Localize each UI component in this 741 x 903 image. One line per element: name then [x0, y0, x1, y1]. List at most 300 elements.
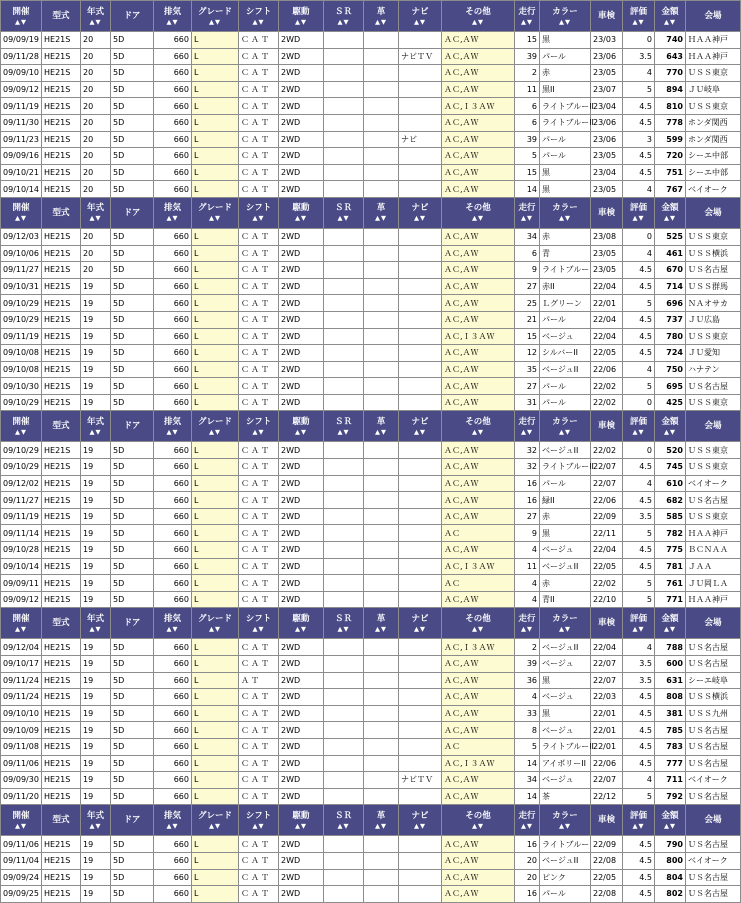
cell-date: 09/10/08 [1, 361, 42, 378]
header-grade[interactable] [192, 608, 239, 639]
cell-color: ベージュII [540, 852, 591, 869]
sort-arrows-icon[interactable]: ▲▼ [664, 821, 676, 830]
cell-venue: ＵＳＳ東京 [686, 508, 741, 525]
cell-shift: ＣＡＴ [239, 738, 279, 755]
header-navi[interactable] [399, 411, 442, 442]
cell-cc: 660 [154, 639, 192, 656]
header-color-label: カラー [552, 203, 578, 214]
sort-arrows-icon[interactable]: ▲▼ [521, 214, 533, 223]
sort-arrows-icon[interactable]: ▲▼ [375, 17, 387, 26]
cell-drive: 2WD [279, 459, 324, 476]
cell-color: 黒 [540, 672, 591, 689]
cell-door: 5D [111, 772, 154, 789]
sort-arrows-icon[interactable]: ▲▼ [664, 624, 676, 633]
header-price[interactable] [655, 608, 686, 639]
cell-color: ベージュ [540, 542, 591, 559]
header-score[interactable] [623, 1, 655, 32]
header-km[interactable] [515, 197, 540, 228]
cell-other: ＡＣ,ＡＷ [442, 836, 515, 853]
cell-price: 781 [655, 558, 686, 575]
sort-arrows-icon[interactable]: ▲▼ [337, 214, 350, 223]
header-year[interactable] [81, 197, 111, 228]
cell-leather [364, 869, 399, 886]
cell-year: 19 [81, 852, 111, 869]
cell-km: 6 [515, 245, 540, 262]
cell-grade: L [192, 311, 239, 328]
header-km[interactable] [515, 608, 540, 639]
header-leather[interactable] [364, 805, 399, 836]
cell-color: パール [540, 131, 591, 148]
cell-venue: ＵＳＳ横浜 [686, 245, 741, 262]
cell-door: 5D [111, 836, 154, 853]
cell-other: ＡＣ,ＡＷ [442, 394, 515, 411]
header-date-label: 開催 [12, 416, 30, 427]
cell-sr [324, 81, 364, 98]
cell-shift: ＣＡＴ [239, 575, 279, 592]
cell-navi [399, 508, 442, 525]
header-grade[interactable] [192, 805, 239, 836]
cell-venue: ＵＳ名古屋 [686, 262, 741, 279]
sort-arrows-icon[interactable]: ▲▼ [472, 17, 484, 26]
cell-other: ＡＣ,ＡＷ [442, 508, 515, 525]
header-shift[interactable] [239, 608, 279, 639]
cell-score: 4.5 [623, 459, 655, 476]
sort-arrows-icon[interactable]: ▲▼ [295, 821, 307, 830]
header-other-label: その他 [465, 203, 491, 214]
header-drive-label: 駆動 [292, 203, 310, 214]
cell-sr [324, 278, 364, 295]
header-shift[interactable] [239, 411, 279, 442]
cell-date: 09/12/02 [1, 475, 42, 492]
sort-arrows-icon[interactable]: ▲▼ [521, 821, 533, 830]
header-drive[interactable] [279, 805, 324, 836]
sort-arrows-icon[interactable]: ▲▼ [15, 624, 27, 633]
header-color[interactable] [540, 608, 591, 639]
header-navi[interactable] [399, 1, 442, 32]
sort-arrows-icon[interactable]: ▲▼ [337, 427, 350, 436]
sort-arrows-icon[interactable]: ▲▼ [632, 214, 645, 223]
header-cc[interactable] [154, 197, 192, 228]
sort-arrows-icon[interactable]: ▲▼ [295, 214, 307, 223]
header-leather[interactable] [364, 197, 399, 228]
table-row [1, 459, 741, 476]
cell-navi [399, 442, 442, 459]
header-leather[interactable] [364, 608, 399, 639]
sort-arrows-icon[interactable]: ▲▼ [209, 17, 221, 26]
header-color[interactable] [540, 411, 591, 442]
sort-arrows-icon[interactable]: ▲▼ [337, 624, 350, 633]
cell-navi [399, 886, 442, 903]
header-color-label: カラー [552, 6, 578, 17]
header-km-label: 走行 [518, 613, 536, 624]
cell-grade: L [192, 475, 239, 492]
header-date[interactable] [1, 608, 42, 639]
cell-date: 09/11/06 [1, 755, 42, 772]
cell-color: 黒 [540, 525, 591, 542]
cell-price: 785 [655, 722, 686, 739]
cell-grade: L [192, 656, 239, 673]
table-row [1, 65, 741, 82]
cell-color: ベージュ [540, 328, 591, 345]
header-km[interactable] [515, 805, 540, 836]
cell-model: HE21S [42, 722, 81, 739]
cell-date: 09/10/28 [1, 542, 42, 559]
header-drive[interactable] [279, 197, 324, 228]
header-score[interactable] [623, 411, 655, 442]
sort-arrows-icon[interactable]: ▲▼ [166, 214, 179, 223]
header-year[interactable] [81, 411, 111, 442]
cell-year: 20 [81, 164, 111, 181]
cell-shift: ＣＡＴ [239, 98, 279, 115]
header-grade-label: グレード [197, 416, 232, 427]
sort-arrows-icon[interactable]: ▲▼ [252, 624, 265, 633]
sort-arrows-icon[interactable]: ▲▼ [559, 427, 571, 436]
cell-other: ＡＣ,ＡＷ [442, 295, 515, 312]
cell-sr [324, 542, 364, 559]
cell-model: HE21S [42, 32, 81, 49]
cell-cc: 660 [154, 689, 192, 706]
header-cc[interactable] [154, 1, 192, 32]
cell-shift: ＣＡＴ [239, 262, 279, 279]
cell-cc: 660 [154, 656, 192, 673]
sort-arrows-icon[interactable]: ▲▼ [166, 624, 179, 633]
header-sr[interactable] [324, 608, 364, 639]
sort-arrows-icon[interactable]: ▲▼ [559, 17, 571, 26]
cell-door: 5D [111, 311, 154, 328]
cell-door: 5D [111, 459, 154, 476]
table-row [1, 345, 741, 362]
header-date[interactable] [1, 1, 42, 32]
cell-year: 19 [81, 492, 111, 509]
cell-drive: 2WD [279, 228, 324, 245]
sort-arrows-icon[interactable]: ▲▼ [209, 214, 221, 223]
sort-arrows-icon[interactable]: ▲▼ [414, 427, 426, 436]
sort-arrows-icon[interactable]: ▲▼ [209, 821, 221, 830]
cell-leather [364, 361, 399, 378]
sort-arrows-icon[interactable]: ▲▼ [89, 624, 102, 633]
header-price[interactable] [655, 1, 686, 32]
sort-arrows-icon[interactable]: ▲▼ [375, 214, 387, 223]
cell-km: 39 [515, 48, 540, 65]
sort-arrows-icon[interactable]: ▲▼ [295, 624, 307, 633]
header-navi[interactable] [399, 805, 442, 836]
cell-shift: ＣＡＴ [239, 689, 279, 706]
cell-grade: L [192, 459, 239, 476]
header-navi[interactable] [399, 608, 442, 639]
header-price[interactable] [655, 805, 686, 836]
table-row [1, 788, 741, 805]
cell-year: 20 [81, 81, 111, 98]
header-leather[interactable] [364, 411, 399, 442]
cell-venue: ＵＳ名古屋 [686, 755, 741, 772]
header-year[interactable] [81, 805, 111, 836]
sort-arrows-icon[interactable]: ▲▼ [472, 821, 484, 830]
header-other[interactable] [442, 1, 515, 32]
header-color[interactable] [540, 1, 591, 32]
header-drive[interactable] [279, 1, 324, 32]
sort-arrows-icon[interactable]: ▲▼ [375, 624, 387, 633]
cell-price: 670 [655, 262, 686, 279]
sort-arrows-icon[interactable]: ▲▼ [295, 427, 307, 436]
cell-leather [364, 345, 399, 362]
cell-door: 5D [111, 394, 154, 411]
sort-arrows-icon[interactable]: ▲▼ [632, 624, 645, 633]
sort-arrows-icon[interactable]: ▲▼ [472, 214, 484, 223]
cell-venue: ホンダ関西 [686, 114, 741, 131]
sort-arrows-icon[interactable]: ▲▼ [337, 821, 350, 830]
sort-arrows-icon[interactable]: ▲▼ [252, 427, 265, 436]
cell-door: 5D [111, 525, 154, 542]
sort-arrows-icon[interactable]: ▲▼ [166, 17, 179, 26]
cell-navi: ナビＴＶ [399, 772, 442, 789]
sort-arrows-icon[interactable]: ▲▼ [559, 624, 571, 633]
header-sr[interactable] [324, 411, 364, 442]
sort-arrows-icon[interactable]: ▲▼ [252, 17, 265, 26]
cell-date: 09/10/09 [1, 722, 42, 739]
sort-arrows-icon[interactable]: ▲▼ [15, 821, 27, 830]
cell-drive: 2WD [279, 442, 324, 459]
header-other[interactable] [442, 197, 515, 228]
header-score[interactable] [623, 805, 655, 836]
cell-door: 5D [111, 575, 154, 592]
header-sr[interactable] [324, 805, 364, 836]
header-price[interactable] [655, 197, 686, 228]
sort-arrows-icon[interactable]: ▲▼ [15, 17, 27, 26]
sort-arrows-icon[interactable]: ▲▼ [252, 214, 265, 223]
header-sr[interactable] [324, 197, 364, 228]
cell-price: 610 [655, 475, 686, 492]
table-row [1, 722, 741, 739]
header-grade[interactable] [192, 411, 239, 442]
sort-arrows-icon[interactable]: ▲▼ [15, 427, 27, 436]
cell-score: 0 [623, 228, 655, 245]
cell-venue: ＵＳＳ東京 [686, 65, 741, 82]
sort-arrows-icon[interactable]: ▲▼ [209, 624, 221, 633]
cell-km: 27 [515, 278, 540, 295]
sort-arrows-icon[interactable]: ▲▼ [414, 17, 426, 26]
sort-arrows-icon[interactable]: ▲▼ [521, 17, 533, 26]
header-shift[interactable] [239, 805, 279, 836]
cell-other: ＡＣ,ＡＷ [442, 442, 515, 459]
cell-venue: ＨＡＡ神戸 [686, 48, 741, 65]
cell-grade: L [192, 689, 239, 706]
header-other[interactable] [442, 805, 515, 836]
cell-shift: ＣＡＴ [239, 311, 279, 328]
cell-door: 5D [111, 492, 154, 509]
sort-arrows-icon[interactable]: ▲▼ [375, 821, 387, 830]
cell-score: 4.5 [623, 542, 655, 559]
sort-arrows-icon[interactable]: ▲▼ [664, 427, 676, 436]
cell-cc: 660 [154, 575, 192, 592]
cell-door: 5D [111, 245, 154, 262]
header-date[interactable] [1, 805, 42, 836]
header-score-label: 評価 [629, 6, 647, 17]
cell-price: 724 [655, 345, 686, 362]
header-price[interactable] [655, 411, 686, 442]
sort-arrows-icon[interactable]: ▲▼ [209, 427, 221, 436]
cell-price: 714 [655, 278, 686, 295]
sort-arrows-icon[interactable]: ▲▼ [632, 17, 645, 26]
cell-drive: 2WD [279, 772, 324, 789]
header-other[interactable] [442, 411, 515, 442]
header-model [42, 805, 81, 836]
cell-inspection: 22/01 [591, 738, 623, 755]
sort-arrows-icon[interactable]: ▲▼ [166, 821, 179, 830]
cell-score: 4.5 [623, 278, 655, 295]
cell-color: パール [540, 148, 591, 165]
sort-arrows-icon[interactable]: ▲▼ [89, 214, 102, 223]
cell-grade: L [192, 131, 239, 148]
cell-navi [399, 148, 442, 165]
cell-price: 425 [655, 394, 686, 411]
cell-year: 19 [81, 722, 111, 739]
header-km[interactable] [515, 411, 540, 442]
header-cc-label: 排気 [163, 613, 181, 624]
header-cc[interactable] [154, 805, 192, 836]
sort-arrows-icon[interactable]: ▲▼ [89, 17, 102, 26]
sort-arrows-icon[interactable]: ▲▼ [414, 214, 426, 223]
header-shift-label: シフト [245, 613, 272, 624]
cell-other: ＡＣ,ＡＷ [442, 345, 515, 362]
header-venue-label: 会場 [704, 207, 722, 218]
sort-arrows-icon[interactable]: ▲▼ [559, 821, 571, 830]
sort-arrows-icon[interactable]: ▲▼ [521, 624, 533, 633]
cell-km: 39 [515, 656, 540, 673]
header-other[interactable] [442, 608, 515, 639]
header-drive[interactable] [279, 608, 324, 639]
sort-arrows-icon[interactable]: ▲▼ [632, 427, 645, 436]
header-drive[interactable] [279, 411, 324, 442]
sort-arrows-icon[interactable]: ▲▼ [89, 427, 102, 436]
cell-leather [364, 148, 399, 165]
sort-arrows-icon[interactable]: ▲▼ [414, 624, 426, 633]
cell-price: 740 [655, 32, 686, 49]
cell-grade: L [192, 32, 239, 49]
cell-sr [324, 459, 364, 476]
sort-arrows-icon[interactable]: ▲▼ [375, 427, 387, 436]
sort-arrows-icon[interactable]: ▲▼ [15, 214, 27, 223]
header-price-label: 金額 [661, 810, 679, 821]
header-shift[interactable] [239, 1, 279, 32]
cell-date: 09/11/27 [1, 262, 42, 279]
sort-arrows-icon[interactable]: ▲▼ [89, 821, 102, 830]
cell-km: 20 [515, 869, 540, 886]
cell-other: ＡＣ,ＡＷ [442, 164, 515, 181]
cell-sr [324, 295, 364, 312]
cell-model: HE21S [42, 181, 81, 198]
cell-km: 4 [515, 575, 540, 592]
sort-arrows-icon[interactable]: ▲▼ [559, 214, 571, 223]
cell-sr [324, 672, 364, 689]
header-grade[interactable] [192, 1, 239, 32]
cell-venue: ＢＣＮＡＡ [686, 542, 741, 559]
cell-date: 09/09/12 [1, 591, 42, 608]
sort-arrows-icon[interactable]: ▲▼ [664, 214, 676, 223]
cell-km: 4 [515, 542, 540, 559]
cell-date: 09/11/08 [1, 738, 42, 755]
cell-date: 09/09/10 [1, 65, 42, 82]
table-row [1, 164, 741, 181]
cell-other: ＡＣ,ＡＷ [442, 852, 515, 869]
header-score[interactable] [623, 608, 655, 639]
cell-km: 6 [515, 114, 540, 131]
header-year-label: 年式 [86, 6, 104, 17]
sort-arrows-icon[interactable]: ▲▼ [295, 17, 307, 26]
header-year[interactable] [81, 1, 111, 32]
sort-arrows-icon[interactable]: ▲▼ [252, 821, 265, 830]
cell-color: ベージュ [540, 689, 591, 706]
cell-navi [399, 459, 442, 476]
header-km[interactable] [515, 1, 540, 32]
header-inspection-label: 車検 [597, 421, 615, 432]
sort-arrows-icon[interactable]: ▲▼ [337, 17, 350, 26]
table-row [1, 295, 741, 312]
cell-year: 19 [81, 278, 111, 295]
cell-sr [324, 869, 364, 886]
header-score[interactable] [623, 197, 655, 228]
cell-date: 09/11/04 [1, 852, 42, 869]
cell-year: 19 [81, 886, 111, 903]
sort-arrows-icon[interactable]: ▲▼ [632, 821, 645, 830]
header-shift[interactable] [239, 197, 279, 228]
cell-year: 20 [81, 65, 111, 82]
sort-arrows-icon[interactable]: ▲▼ [521, 427, 533, 436]
sort-arrows-icon[interactable]: ▲▼ [414, 821, 426, 830]
cell-venue: ＮＡオサカ [686, 295, 741, 312]
header-color[interactable] [540, 197, 591, 228]
cell-year: 19 [81, 328, 111, 345]
header-date[interactable] [1, 197, 42, 228]
cell-navi [399, 65, 442, 82]
cell-model: HE21S [42, 689, 81, 706]
table-row [1, 672, 741, 689]
cell-date: 09/11/28 [1, 48, 42, 65]
header-cc[interactable] [154, 608, 192, 639]
header-venue-label: 会場 [704, 421, 722, 432]
header-grade[interactable] [192, 197, 239, 228]
cell-model: HE21S [42, 459, 81, 476]
sort-arrows-icon[interactable]: ▲▼ [166, 427, 179, 436]
header-shift-label: シフト [245, 810, 272, 821]
cell-grade: L [192, 262, 239, 279]
cell-color: パール [540, 886, 591, 903]
header-color[interactable] [540, 805, 591, 836]
cell-other: ＡＣ,ＡＷ [442, 48, 515, 65]
header-cc[interactable] [154, 411, 192, 442]
header-sr[interactable] [324, 1, 364, 32]
cell-date: 09/12/03 [1, 228, 42, 245]
sort-arrows-icon[interactable]: ▲▼ [472, 624, 484, 633]
header-navi[interactable] [399, 197, 442, 228]
cell-score: 4.5 [623, 886, 655, 903]
cell-other: ＡＣ,ＡＷ [442, 492, 515, 509]
cell-model: HE21S [42, 164, 81, 181]
cell-leather [364, 836, 399, 853]
cell-grade: L [192, 508, 239, 525]
header-leather[interactable] [364, 1, 399, 32]
cell-leather [364, 81, 399, 98]
cell-grade: L [192, 525, 239, 542]
sort-arrows-icon[interactable]: ▲▼ [664, 17, 676, 26]
header-year[interactable] [81, 608, 111, 639]
cell-color: 黒 [540, 181, 591, 198]
cell-leather [364, 542, 399, 559]
sort-arrows-icon[interactable]: ▲▼ [472, 427, 484, 436]
cell-score: 5 [623, 575, 655, 592]
header-date[interactable] [1, 411, 42, 442]
table-row [1, 131, 741, 148]
cell-drive: 2WD [279, 852, 324, 869]
